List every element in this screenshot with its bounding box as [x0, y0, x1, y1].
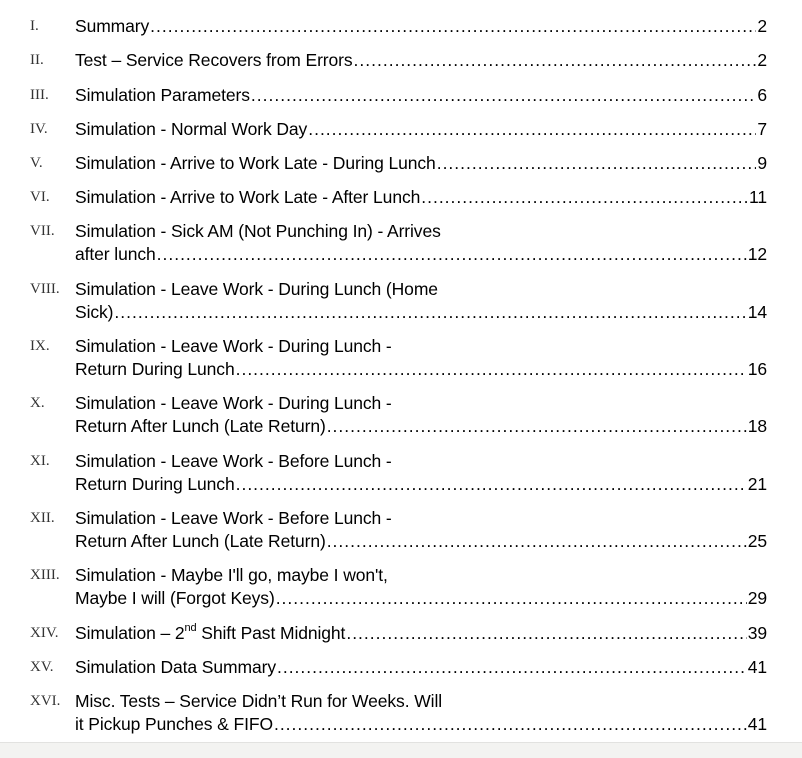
toc-page-number: 16 — [747, 359, 767, 379]
toc-page-number: 7 — [757, 119, 767, 139]
toc-entry-title[interactable] — [75, 564, 767, 610]
toc-entry-number: III. — [30, 87, 49, 103]
toc-entry-text: Return After Lunch (Late Return) — [75, 531, 326, 551]
toc-entry-number: XI. — [30, 453, 50, 469]
toc-entry-title[interactable] — [75, 49, 767, 72]
dot-leader — [236, 358, 747, 381]
toc-page-number: 9 — [757, 153, 767, 173]
toc-entry-text: Simulation Data Summary — [75, 657, 276, 677]
toc-page-number: 25 — [747, 531, 767, 551]
toc-entry-number: XIV. — [30, 625, 59, 641]
toc-entry-number: VIII. — [30, 281, 60, 297]
toc-entry-title[interactable] — [75, 690, 767, 736]
toc-entry-text: Simulation - Leave Work - Before Lunch - — [75, 451, 392, 471]
toc-entry-number: X. — [30, 395, 45, 411]
toc-entry-text: it Pickup Punches & FIFO — [75, 714, 273, 734]
bottom-scroll-edge — [0, 742, 802, 758]
toc-entry-number: IX. — [30, 338, 50, 354]
toc-entry-title[interactable] — [75, 118, 767, 141]
toc-page-number: 39 — [747, 623, 767, 643]
toc-entry-text: Maybe I will (Forgot Keys) — [75, 588, 275, 608]
toc-entry-text: Return During Lunch — [75, 474, 235, 494]
toc-page-number: 2 — [757, 50, 767, 70]
dot-leader — [274, 713, 747, 736]
toc-entry-title[interactable] — [75, 15, 767, 38]
toc-entry-number: VI. — [30, 189, 50, 205]
toc-entry-text: Simulation - Sick AM (Not Punching In) - Arrives — [75, 221, 441, 241]
dot-leader — [114, 301, 746, 324]
dot-leader — [327, 530, 747, 553]
toc-page-number: 41 — [747, 714, 767, 734]
toc-entry-text: Simulation - Leave Work - Before Lunch - — [75, 508, 392, 528]
dot-leader — [308, 118, 756, 141]
dot-leader — [150, 15, 756, 38]
toc-entry-text: Simulation - Maybe I'll go, maybe I won't, — [75, 565, 388, 585]
dot-leader — [251, 84, 756, 107]
toc-entry-number: IV. — [30, 121, 48, 137]
dot-leader — [277, 656, 747, 679]
toc-entry-text: Return During Lunch — [75, 359, 235, 379]
toc-page-number: 21 — [747, 474, 767, 494]
toc-entry-title[interactable] — [75, 450, 767, 496]
toc-entry-text: Simulation - Leave Work - During Lunch - — [75, 393, 392, 413]
dot-leader — [157, 243, 747, 266]
toc-entry-title[interactable] — [75, 220, 767, 266]
toc-entry-title[interactable] — [75, 622, 767, 645]
toc-entry-text: Simulation - Arrive to Work Late - During Lunch — [75, 153, 436, 173]
dot-leader — [346, 622, 746, 645]
dot-leader — [354, 49, 757, 72]
toc-entry-number: II. — [30, 52, 44, 68]
dot-leader — [276, 587, 747, 610]
toc-entry-title[interactable] — [75, 392, 767, 438]
toc-entry-text: Summary — [75, 16, 150, 36]
toc-entry-text: Simulation - Leave Work - During Lunch - — [75, 336, 392, 356]
toc-page-number: 6 — [757, 85, 767, 105]
toc-page-number: 2 — [757, 16, 767, 36]
toc-entry-title[interactable] — [75, 335, 767, 381]
toc-entry-text: Simulation - Leave Work - During Lunch (Home — [75, 279, 438, 299]
dot-leader — [327, 415, 747, 438]
toc-page-number: 14 — [747, 302, 767, 322]
toc-entry-text: Test – Service Recovers from Errors — [75, 50, 353, 70]
toc-page-number: 29 — [747, 588, 767, 608]
toc-entry-number: I. — [30, 18, 39, 34]
toc-entry-number: V. — [30, 155, 43, 171]
toc-entry-text: after lunch — [75, 244, 156, 264]
toc-entry-text: Simulation - Normal Work Day — [75, 119, 308, 139]
toc-entry-title[interactable] — [75, 152, 767, 175]
toc-entry-text: Simulation - Arrive to Work Late - After Lunch — [75, 187, 421, 207]
toc-page-number: 18 — [747, 416, 767, 436]
toc-entry-title[interactable] — [75, 84, 767, 107]
toc-entry-number: XII. — [30, 510, 55, 526]
toc-page-number: 11 — [749, 187, 767, 207]
toc-entry-text: Return After Lunch (Late Return) — [75, 416, 326, 436]
toc-entry-number: XVI. — [30, 693, 61, 709]
toc-page-number: 41 — [747, 657, 767, 677]
toc-entry-number: VII. — [30, 223, 55, 239]
toc-entry-text: Simulation Parameters — [75, 85, 250, 105]
toc-entry-text: Misc. Tests – Service Didn’t Run for Weeks. Will — [75, 691, 443, 711]
toc-entry-number: XIII. — [30, 567, 60, 583]
toc-entry-title[interactable] — [75, 186, 767, 209]
toc-entry-number: XV. — [30, 659, 54, 675]
toc-entry-title[interactable] — [75, 656, 767, 679]
dot-leader — [437, 152, 757, 175]
toc-entry-text: Simulation – 2nd Shift Past Midnight — [75, 622, 346, 643]
toc-entry-title[interactable] — [75, 278, 767, 324]
toc-page-number: 12 — [747, 244, 767, 264]
toc-entry-title[interactable] — [75, 507, 767, 553]
toc-entry-text: Sick) — [75, 302, 114, 322]
dot-leader — [421, 186, 748, 209]
dot-leader — [236, 473, 747, 496]
